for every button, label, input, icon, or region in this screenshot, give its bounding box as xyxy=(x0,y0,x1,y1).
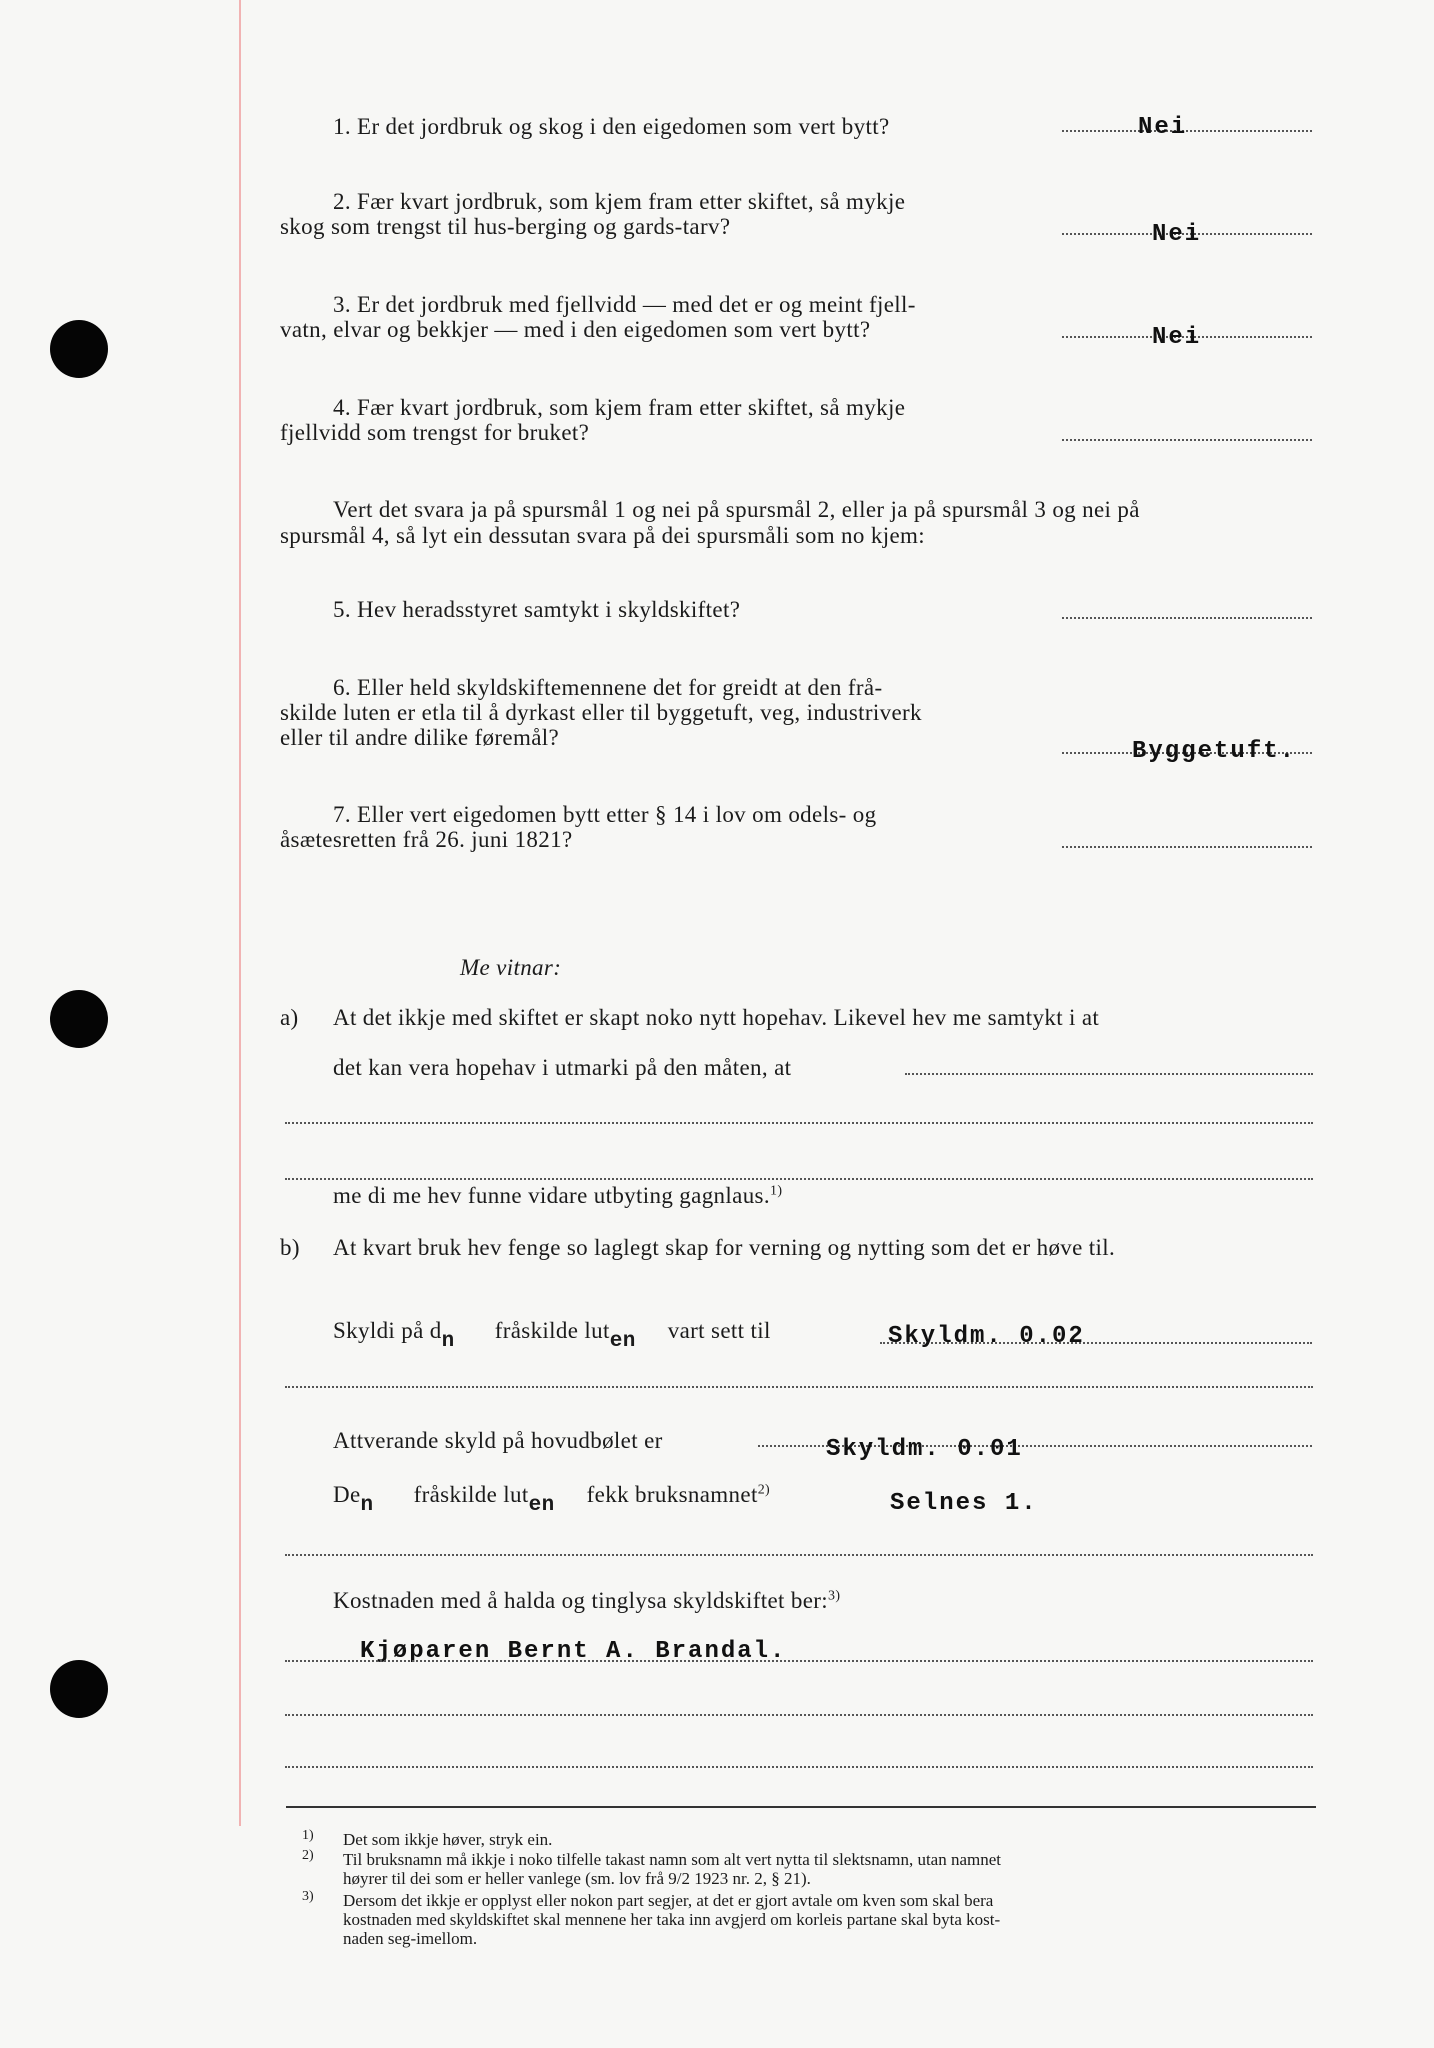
fill-line xyxy=(285,1386,1313,1388)
intro-line1: Vert det svara ja på spursmål 1 og nei på spursmål 2, eller ja på spursmål 3 og nei på xyxy=(333,497,1140,522)
answer-line xyxy=(1062,846,1312,848)
cost-text: Kostnaden med å halda og tinglysa skyldskiftet ber:$^{3)}$ xyxy=(333,1588,841,1613)
footnote-3-line1: Dersom det ikkje er opplyst eller nokon part segjer, at det er gjort avtale om kven som skal bera xyxy=(343,1891,994,1910)
skyld-line3: Den fråskilde luten fekk bruksnamnet$^{2)}$ xyxy=(333,1482,771,1517)
punch-hole xyxy=(50,990,108,1048)
question-5-text: 5. Hev heradsstyret samtykt i skyldskiftet? xyxy=(333,597,741,622)
footnote-2-mark: 2) xyxy=(302,1848,314,1863)
fill-line xyxy=(285,1660,1313,1662)
skyld-line1: Skyldi på dn fråskilde luten vart sett til xyxy=(333,1318,771,1353)
margin-line xyxy=(239,0,241,1826)
skyld-answer: Skyldm. 0.02 xyxy=(888,1323,1085,1350)
question-6-line2: skilde luten er etla til å dyrkast eller til byggetuft, veg, industriverk xyxy=(280,700,922,725)
footnote-1-mark: 1) xyxy=(302,1828,314,1843)
question-1-text: 1. Er det jordbruk og skog i den eigedomen som vert bytt? xyxy=(333,114,890,139)
question-6-line3: eller til andre dilike føremål? xyxy=(280,725,560,750)
punch-hole xyxy=(50,1660,108,1718)
intro-line2: spursmål 4, så lyt ein dessutan svara på dei spursmåli som no kjem: xyxy=(280,523,925,548)
item-a-line2: det kan vera hopehav i utmarki på den måten, at xyxy=(333,1055,792,1080)
footnote-3-mark: 3) xyxy=(302,1889,314,1904)
footnote-3-line2: kostnaden med skyldskiftet skal mennene her taka inn avgjerd om korleis partane skal byta kost- xyxy=(343,1910,1001,1929)
fill-line xyxy=(285,1766,1313,1768)
question-6-line1: 6. Eller held skyldskiftemennene det for greidt at den frå- xyxy=(333,675,883,700)
question-4-line1: 4. Fær kvart jordbruk, som kjem fram etter skiftet, så mykje xyxy=(333,395,906,420)
footnote-1-text: Det som ikkje høver, stryk ein. xyxy=(343,1830,553,1849)
footnote-3-line3: naden seg-imellom. xyxy=(343,1929,478,1948)
cost-answer: Kjøparen Bernt A. Brandal. xyxy=(360,1638,787,1665)
question-7-line1: 7. Eller vert eigedomen bytt etter § 14 i lov om odels- og xyxy=(333,802,877,827)
attverande-answer: Skyldm. 0.01 xyxy=(826,1436,1023,1463)
answer-3: Nei xyxy=(1152,324,1202,351)
answer-1: Nei xyxy=(1138,114,1188,141)
question-7-line2: åsætesretten frå 26. juni 1821? xyxy=(280,827,573,852)
footnote-separator xyxy=(286,1806,1316,1808)
skyld-line2: Attverande skyld på hovudbølet er xyxy=(333,1428,663,1453)
item-b-label: b) xyxy=(280,1235,300,1260)
fill-line xyxy=(905,1073,1313,1075)
item-a-label: a) xyxy=(280,1005,299,1030)
answer-line xyxy=(1062,617,1312,619)
question-2-line2: skog som trengst til hus-berging og gards-tarv? xyxy=(280,214,731,239)
fill-line xyxy=(285,1122,1313,1124)
vitnar-heading: Me vitnar: xyxy=(460,955,562,980)
fill-line xyxy=(285,1554,1313,1556)
answer-line xyxy=(1062,439,1312,441)
footnote-2-line1: Til bruksnamn må ikkje i noko tilfelle takast namn som alt vert nytta til slektsnamn, utan namnet xyxy=(343,1850,1002,1869)
question-3-line2: vatn, elvar og bekkjer — med i den eigedomen som vert bytt? xyxy=(280,317,871,342)
question-4-line2: fjellvidd som trengst for bruket? xyxy=(280,420,590,445)
footnote-2-line2: høyrer til dei som er heller vanlege (sm. lov frå 9/2 1923 nr. 2, § 21). xyxy=(343,1869,811,1888)
fill-line xyxy=(285,1714,1313,1716)
question-3-line1: 3. Er det jordbruk med fjellvidd — med det er og meint fjell- xyxy=(333,292,916,317)
bruksnamn-answer: Selnes 1. xyxy=(890,1490,1038,1517)
item-a-line1: At det ikkje med skiftet er skapt noko nytt hopehav. Likevel hev me samtykt i at xyxy=(333,1005,1100,1030)
question-2-line1: 2. Fær kvart jordbruk, som kjem fram etter skiftet, så mykje xyxy=(333,189,906,214)
item-b-line1: At kvart bruk hev fenge so laglegt skap for verning og nytting som det er høve til. xyxy=(333,1235,1116,1260)
fill-line xyxy=(285,1178,1313,1180)
answer-6: Byggetuft. xyxy=(1132,738,1297,765)
punch-hole xyxy=(50,320,108,378)
answer-2: Nei xyxy=(1152,221,1202,248)
item-a-line3: me di me hev funne vidare utbyting gagnlaus.$^{1)}$ xyxy=(333,1183,783,1208)
